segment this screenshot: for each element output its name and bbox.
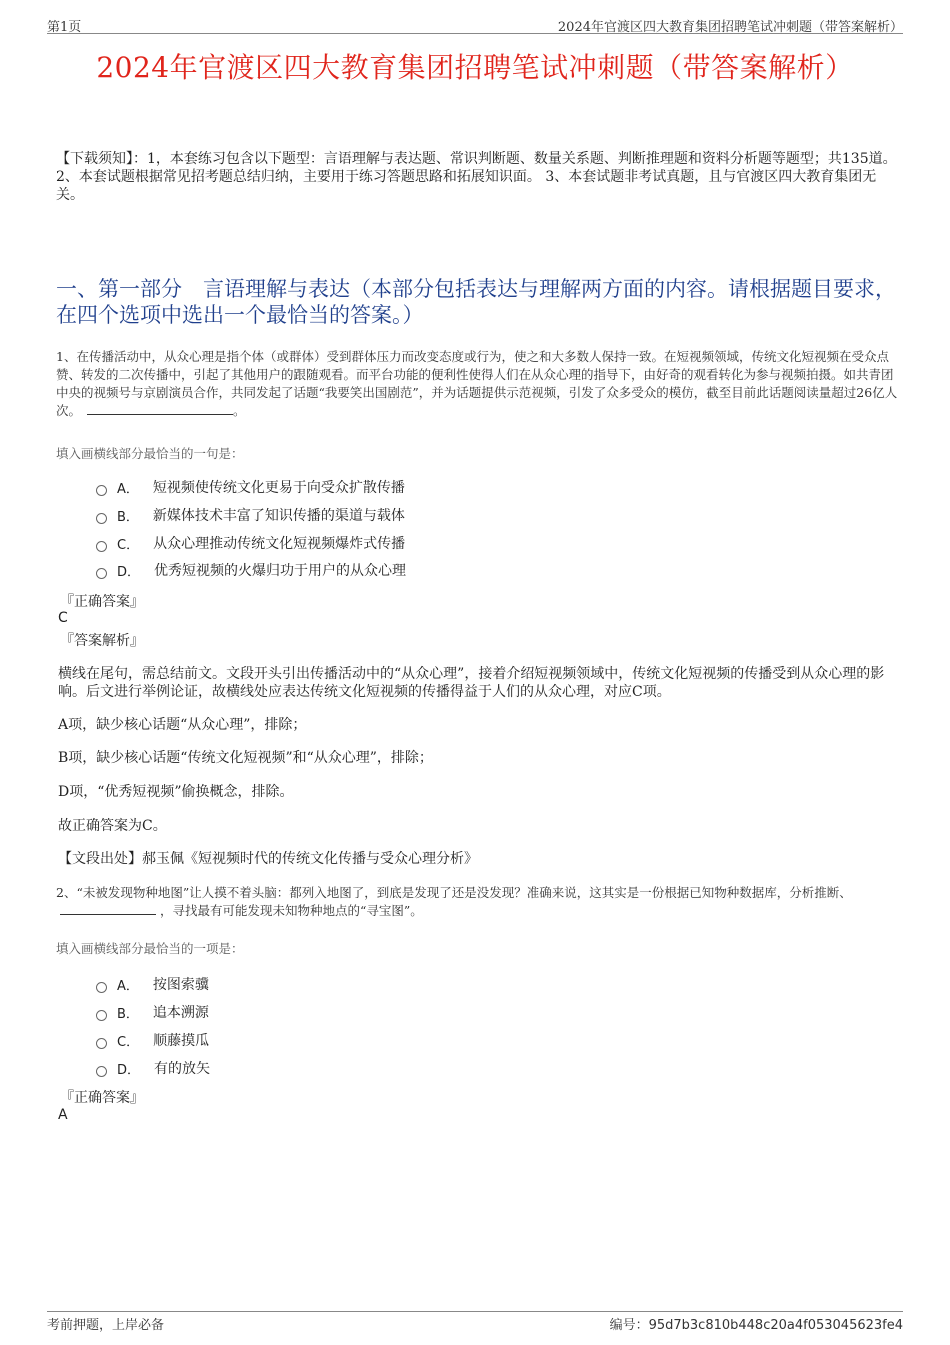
question-2-option-b[interactable]	[96, 1002, 209, 1022]
radio-icon[interactable]	[96, 541, 107, 552]
correct-answer-value: A	[58, 1107, 68, 1123]
option-text: 按图索骥	[152, 977, 209, 993]
option-letter: C．	[117, 1034, 140, 1050]
correct-answer-value: C	[58, 610, 68, 626]
option-letter: A．	[117, 481, 139, 497]
answer-blank	[87, 402, 233, 415]
question-2-prompt: 填入画横线部分最恰当的一项是：	[56, 941, 244, 956]
radio-icon[interactable]	[96, 568, 107, 579]
option-text: 短视频使传统文化更易于向受众扩散传播	[152, 480, 405, 496]
question-1-option-b[interactable]	[96, 505, 405, 525]
question-1-option-c[interactable]	[96, 533, 405, 553]
analysis-label: 『答案解析』	[60, 633, 144, 649]
option-letter: B．	[117, 509, 139, 525]
download-notice: 【下载须知】：1，本套练习包含以下题型：言语理解与表达题、常识判断题、数量关系题、判断推理题和资料分析题等题型；共135道。 2、本套试题根据常见招考题总结归纳，主要用于练习答题思路和拓展知识面。 3、本套试题非考试真题，且与官渡区四大教育集团无关。	[56, 151, 897, 203]
option-letter: D．	[117, 1062, 141, 1078]
option-text: 追本溯源	[152, 1005, 209, 1021]
question-1-text	[56, 348, 902, 420]
analysis-option-a: A项，缺少核心话题“从众心理”，排除；	[58, 717, 307, 733]
question-1-end: 。	[233, 403, 246, 418]
header-doc-title: 2024年官渡区四大教育集团招聘笔试冲刺题（带答案解析）	[557, 20, 903, 35]
question-2-end: ，寻找最有可能发现未知物种地点的“寻宝图”。	[160, 903, 423, 918]
option-letter: D．	[117, 564, 141, 580]
page-number: 第1页	[47, 20, 82, 35]
radio-icon[interactable]	[96, 1038, 107, 1049]
option-text: 从众心理推动传统文化短视频爆炸式传播	[153, 536, 406, 552]
question-2-body: 2、“未被发现物种地图”让人摸不着头脑：都列入地图了，到底是发现了还是没发现？准确来说，这其实是一份根据已知物种数据库，分析推断、	[56, 885, 852, 900]
radio-icon[interactable]	[96, 1066, 107, 1077]
radio-icon[interactable]	[96, 513, 107, 524]
analysis-conclusion: 故正确答案为C。	[58, 818, 167, 834]
radio-icon[interactable]	[96, 982, 107, 993]
correct-answer-label: 『正确答案』	[60, 1090, 144, 1106]
section-heading: 一、第一部分 言语理解与表达（本部分包括表达与理解两方面的内容。请根据题目要求，在四个选项中选出一个最恰当的答案。）	[56, 277, 896, 327]
option-letter: B．	[117, 1006, 139, 1022]
question-1-prompt: 填入画横线部分最恰当的一句是：	[56, 446, 244, 461]
footer-code	[610, 1314, 903, 1333]
correct-answer-label: 『正确答案』	[60, 594, 144, 610]
footer-divider	[47, 1311, 903, 1312]
answer-blank	[60, 902, 156, 915]
analysis-option-d: D项，“优秀短视频”偷换概念，排除。	[58, 784, 294, 800]
question-1-body: 1、在传播活动中，从众心理是指个体（或群体）受到群体压力而改变态度或行为，使之和大多数人保持一致。在短视频领域，传统文化短视频在受众点赞、转发的二次传播中，引起了其他用户的跟随观看。而平台功能的便利性使得人们在从众心理的指导下，由好奇的观看转化为参与视频拍摄。如共青团中央的视频号与京剧演员合作，共同发起了话题“我要笑出国剧范”，并为话题提供示范视频，引发了众多受众的模仿，截至目前此话题阅读量超过26亿人次。	[56, 349, 898, 418]
question-2-option-c[interactable]	[96, 1030, 209, 1050]
analysis-paragraph: 横线在尾句，需总结前文。文段开头引出传播活动中的“从众心理”，接着介绍短视频领域中，传统文化短视频的传播受到从众心理的影响。后文进行举例论证，故横线处应表达传统文化短视频的传播得益于人们的从众心理，对应C项。	[58, 666, 885, 700]
option-text: 新媒体技术丰富了知识传播的渠道与载体	[152, 508, 405, 524]
option-text: 优秀短视频的火爆归功于用户的从众心理	[154, 563, 407, 579]
footer-slogan: 考前押题，上岸必备	[47, 1318, 165, 1333]
question-1-option-a[interactable]	[96, 477, 405, 497]
footer-code-value: 95d7b3c810b448c20a4f053045623fe4	[648, 1318, 903, 1333]
question-1-option-d[interactable]	[96, 560, 406, 580]
analysis-option-b: B项，缺少核心话题“传统文化短视频”和“从众心理”，排除；	[58, 750, 433, 766]
document-title: 2024年官渡区四大教育集团招聘笔试冲刺题（带答案解析）	[96, 51, 854, 84]
question-2-text	[56, 884, 902, 920]
option-text: 有的放矢	[154, 1061, 211, 1077]
option-letter: A．	[117, 978, 139, 994]
question-2-option-a[interactable]	[96, 974, 209, 994]
question-2-option-d[interactable]	[96, 1058, 210, 1078]
option-text: 顺藤摸瓜	[153, 1033, 210, 1049]
radio-icon[interactable]	[96, 1010, 107, 1021]
option-letter: C．	[117, 537, 140, 553]
footer-code-label: 编号：	[609, 1318, 649, 1333]
header-divider	[47, 33, 903, 34]
radio-icon[interactable]	[96, 485, 107, 496]
text-source: 【文段出处】郝玉佩《短视频时代的传统文化传播与受众心理分析》	[58, 851, 478, 867]
